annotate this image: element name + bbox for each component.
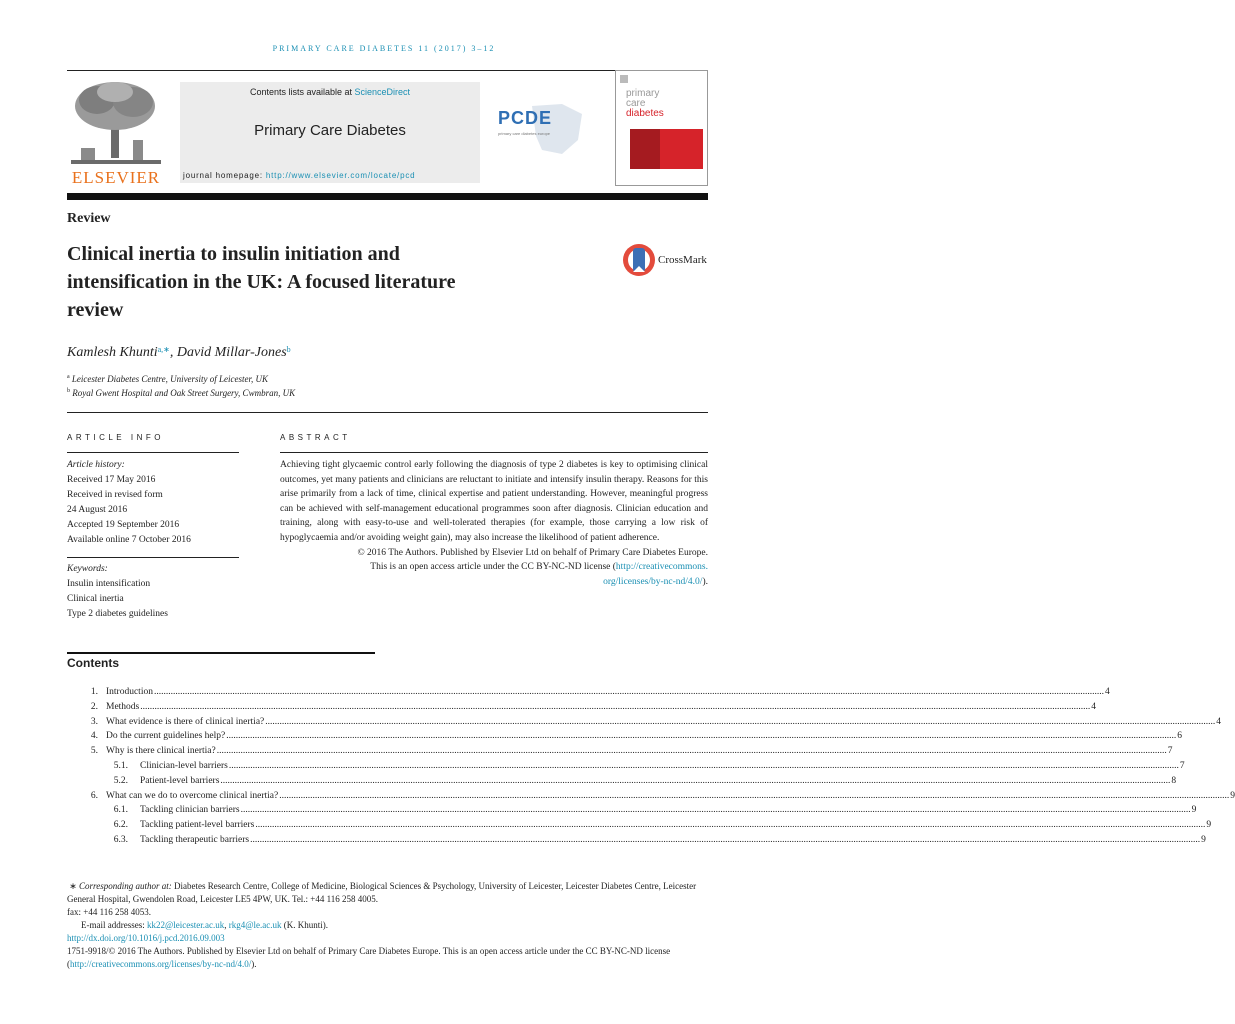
toc-entry[interactable] [67, 834, 1206, 850]
tree-icon [67, 78, 165, 166]
author-separator: , [169, 345, 177, 360]
title-line-2: intensification in the UK: A focused literature [67, 271, 456, 293]
toc-leader-dots: ................................................................................................................................................................................................................................................................................................................................................................................................................ [226, 731, 1177, 742]
toc-entry-number: 6.3. [113, 834, 128, 845]
toc-entry-label[interactable]: Methods [106, 701, 140, 712]
journal-cover[interactable] [615, 70, 708, 186]
toc-entry-number: 5.2. [113, 775, 128, 786]
toc-entry-label[interactable]: Patient-level barriers [140, 775, 220, 786]
affiliation-a-mark: a [67, 374, 70, 380]
email-link-khunti[interactable]: kk22@leicester.ac.uk [146, 920, 225, 930]
abstract-rule [280, 452, 708, 453]
keywords-rule [67, 557, 239, 558]
toc-entry-number: 4. [90, 731, 98, 742]
toc-entry-number: 6.2. [113, 820, 128, 831]
toc-entry-label[interactable]: What evidence is there of clinical inertia? [106, 716, 265, 727]
cover-line-1: primary [626, 88, 660, 99]
crossmark-badge[interactable] [622, 242, 712, 278]
toc-entry-number: 6.1. [113, 805, 128, 816]
affiliation-a-text: Leicester Diabetes Centre, University of Leicester, UK [69, 374, 269, 384]
abstract-copyright [280, 546, 708, 590]
toc-entry-page: 8 [1171, 775, 1177, 786]
author-khunti[interactable]: Kamlesh Khunti [67, 345, 158, 360]
toc-leader-dots: ................................................................................................................................................................................................................................................................................................................................................................................................................ [140, 701, 1091, 712]
email-addresses [67, 919, 708, 932]
toc-entry-label[interactable]: Introduction [106, 687, 153, 697]
toc-entry-page: 9 [1191, 805, 1197, 816]
toc-entry-page: 4 [1104, 687, 1110, 697]
contents-prefix: Contents lists available at [249, 87, 355, 97]
license-line [280, 560, 708, 575]
table-of-contents [67, 687, 1235, 850]
keyword-item: Clinical inertia [67, 594, 124, 604]
fax-number: fax: +44 116 258 4053. [67, 907, 151, 917]
toc-entry[interactable] [67, 760, 1185, 776]
toc-entry-page: 4 [1091, 701, 1096, 712]
author-millar-jones[interactable]: David Millar-Jones [176, 345, 287, 360]
toc-entry-label[interactable]: Do the current guidelines help? [106, 731, 226, 742]
cover-line-3: diabetes [626, 108, 664, 119]
corresponding-mark: ∗ [69, 881, 77, 891]
license-suffix: ). [702, 576, 708, 587]
corresponding-author-note [67, 880, 708, 906]
toc-entry[interactable] [67, 716, 1222, 732]
toc-entry-number: 5. [90, 746, 98, 757]
toc-entry-page: 9 [1206, 820, 1212, 831]
toc-entry-label[interactable]: What can we do to overcome clinical inertia? [106, 790, 279, 801]
email-separator: , [224, 920, 229, 930]
toc-entry[interactable] [67, 805, 1197, 820]
homepage-link[interactable]: http://www.elsevier.com/locate/pcd [265, 171, 416, 180]
toc-entry[interactable] [67, 731, 1182, 746]
article-type: Review [67, 211, 111, 226]
toc-entry-number: 2. [90, 701, 98, 712]
toc-leader-dots: ................................................................................................................................................................................................................................................................................................................................................................................................................ [279, 790, 1230, 801]
abstract-body: Achieving tight glycaemic control early following the diagnosis of type 2 diabetes is key to optimising clinical outcomes, yet many patients and clinicians are reluctant to initiate and intensify insulin therapy. Reasons for this arise primarily from a lack of time, clinical expertise and patient understanding. However, meaningful progress can be achieved with self-management educational programmes soon after diagnosis. Clinician education and training, along with easy-to-use and well-tolerated therapies (for example, those carrying a low risk of hypoglycaemia and/or avoiding weight gain), may also increase the likelihood of patient adherence. [280, 460, 708, 543]
article-title [67, 240, 607, 324]
affiliation-b [67, 388, 295, 398]
issn-license-note [67, 945, 708, 971]
title-line-3: review [67, 299, 124, 321]
toc-entry-label[interactable]: Tackling patient-level barriers [140, 820, 255, 831]
cover-title [626, 89, 664, 119]
keyword-item: Insulin intensification [67, 579, 151, 589]
toc-entry[interactable] [67, 820, 1212, 835]
toc-entry-label[interactable]: Why is there clinical inertia? [106, 746, 216, 757]
toc-entry-number: 5.1. [113, 760, 128, 771]
publisher-name: ELSEVIER [71, 168, 161, 187]
toc-entry-page: 9 [1201, 834, 1206, 845]
elsevier-logo [67, 78, 165, 188]
affiliation-b-text: Royal Gwent Hospital and Oak Street Surgery, Cwmbran, UK [70, 388, 296, 398]
header-rule [67, 70, 708, 71]
author-2-affiliation-mark[interactable]: b [286, 345, 291, 354]
keywords [67, 562, 239, 622]
corresponding-address: Diabetes Research Centre, College of Medicine, Biological Sciences & Psychology, University of Leicester, Leicester Diabetes Centre, Leicester General Hospital, Gwendolen Road, Leicester LE5 4PW, UK. Tel.: +44 116 258 4005. [67, 881, 697, 904]
pcde-wordmark: PCDE [498, 108, 553, 128]
toc-entry-page: 4 [1216, 716, 1222, 727]
toc-leader-dots: ................................................................................................................................................................................................................................................................................................................................................................................................................ [216, 746, 1167, 757]
toc-leader-dots: ................................................................................................................................................................................................................................................................................................................................................................................................................ [265, 716, 1216, 727]
article-history [67, 458, 239, 548]
toc-entry-number: 3. [90, 716, 98, 727]
history-label: Article history: [67, 460, 125, 470]
journal-homepage [183, 171, 415, 180]
affiliation-a [67, 374, 268, 384]
pcde-logo [492, 100, 590, 160]
keywords-label: Keywords: [67, 564, 108, 574]
contents-rule [67, 652, 375, 654]
masthead-box [180, 82, 480, 183]
toc-entry-page: 7 [1179, 760, 1185, 771]
toc-entry[interactable] [67, 701, 1096, 717]
issn-text: 1751-9918/© 2016 The Authors. Published by Elsevier Ltd on behalf of Primary Care Diabetes Europe. This is an open access article under the CC BY-NC-ND license ( [67, 946, 671, 969]
corresponding-label: Corresponding author at: [79, 881, 172, 891]
toc-leader-dots: ................................................................................................................................................................................................................................................................................................................................................................................................................ [255, 820, 1206, 831]
issn-license-link[interactable]: http://creativecommons.org/licenses/by-nc-nd/4.0/ [70, 959, 252, 969]
article-info-rule [67, 452, 239, 453]
toc-leader-dots: ................................................................................................................................................................................................................................................................................................................................................................................................................ [228, 760, 1179, 771]
article-info-heading: ARTICLE INFO [67, 433, 164, 442]
issn-suffix: ). [251, 959, 257, 969]
journal-name: Primary Care Diabetes [254, 122, 406, 139]
contents-availability [180, 87, 480, 97]
toc-entry[interactable] [67, 775, 1177, 791]
toc-entry-page: 7 [1167, 746, 1173, 757]
license-link-part-2[interactable]: org/licenses/by-nc-nd/4.0/ [603, 576, 703, 587]
pcde-subtitle: primary care diabetes europe [498, 131, 551, 136]
toc-entry-page: 9 [1230, 790, 1235, 801]
toc-leader-dots: ................................................................................................................................................................................................................................................................................................................................................................................................................ [240, 805, 1191, 816]
crossmark-icon [622, 242, 656, 278]
keyword-item: Type 2 diabetes guidelines [67, 609, 168, 619]
email-label: E-mail addresses: [81, 920, 147, 930]
copyright-line: © 2016 The Authors. Published by Elsevier Ltd on behalf of Primary Care Diabetes Europe. [357, 547, 708, 558]
history-received: Received 17 May 2016 [67, 475, 156, 485]
author-1-affiliation-mark[interactable]: a,∗ [157, 345, 170, 354]
affiliation-b-mark: b [67, 388, 70, 394]
title-line-1: Clinical inertia to insulin initiation and [67, 243, 400, 265]
history-accepted: Accepted 19 September 2016 [67, 520, 180, 530]
abstract-heading: ABSTRACT [280, 433, 351, 442]
toc-leader-dots: ................................................................................................................................................................................................................................................................................................................................................................................................................ [153, 687, 1104, 697]
toc-entry-number: 1. [90, 687, 98, 697]
abstract-column [280, 433, 708, 589]
toc-entry[interactable] [67, 790, 1235, 806]
email-link-rkg4[interactable]: rkg4@le.ac.uk [228, 920, 282, 930]
footnotes [67, 880, 708, 971]
toc-entry-label[interactable]: Tackling therapeutic barriers [140, 834, 250, 845]
toc-entry-number: 6. [90, 790, 98, 801]
article-info-column [67, 433, 239, 622]
toc-entry[interactable] [67, 687, 1110, 702]
contents-heading: Contents [67, 656, 119, 670]
toc-entry-page: 6 [1177, 731, 1182, 742]
homepage-label: journal homepage: [183, 171, 266, 180]
title-block-rule [67, 412, 708, 413]
journal-reference: PRIMARY CARE DIABETES 11 (2017) 3–12 [272, 44, 496, 53]
cover-line-2: care [626, 98, 646, 109]
license-prefix: This is an open access article under the CC BY-NC-ND license ( [370, 562, 616, 573]
email-suffix: (K. Khunti). [281, 920, 329, 930]
license-link-part-1[interactable]: http://creativecommons. [615, 562, 708, 573]
history-online: Available online 7 October 2016 [67, 535, 191, 545]
author-list [67, 345, 291, 361]
toc-entry[interactable] [67, 746, 1173, 761]
doi-link[interactable]: http://dx.doi.org/10.1016/j.pcd.2016.09.003 [67, 933, 225, 943]
toc-entry-label[interactable]: Clinician-level barriers [140, 760, 228, 771]
header-thick-rule [67, 193, 708, 200]
history-revised-label: Received in revised form [67, 490, 163, 500]
license-line-2 [280, 575, 708, 590]
history-revised-date: 24 August 2016 [67, 505, 128, 515]
sciencedirect-link[interactable]: ScienceDirect [354, 87, 411, 97]
toc-leader-dots: ................................................................................................................................................................................................................................................................................................................................................................................................................ [250, 834, 1201, 845]
toc-leader-dots: ................................................................................................................................................................................................................................................................................................................................................................................................................ [220, 775, 1171, 786]
toc-entry-label[interactable]: Tackling clinician barriers [140, 805, 240, 816]
crossmark-label: CrossMark [658, 254, 707, 266]
